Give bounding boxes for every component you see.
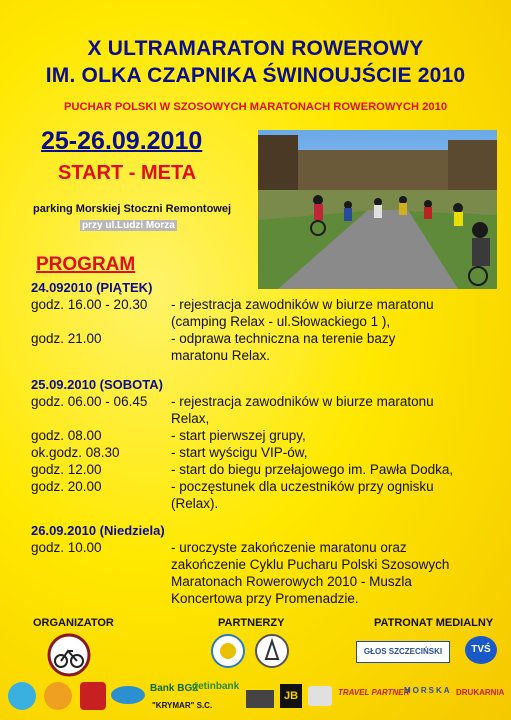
title-line-2: IM. OLKA CZAPNIKA ŚWINOUJŚCIE 2010 [45,64,466,87]
start-meta: START - META [58,162,197,184]
schedule-row: Relax, [171,411,210,426]
event-date: 25-26.09.2010 [41,127,203,155]
schedule-row: godz. 16.00 - 20.30 - rejestracja zawodników w biurze maratonu [31,297,434,312]
location-line-2: przy ul.Ludzi Morza [82,220,175,231]
getinbank-logo: getinbank [192,681,240,692]
schedule-row: godz. 06.00 - 06.45 - rejestracja zawodników w biurze maratonu [31,394,434,409]
sponsor-logo [246,690,274,708]
partner-logo [254,633,290,674]
glos-szczecinski-logo: GŁOS SZCZECIŃSKI [356,641,450,663]
schedule-row: godz. 21.00 - odprawa techniczna na terenie bazy [31,331,396,346]
travel-partner-logo: TRAVEL PARTNER [338,688,410,697]
day-heading: 25.09.2010 (SOBOTA) [31,377,163,392]
location-line-1: parking Morskiej Stoczni Remontowej [33,203,232,215]
organizer-logo [47,633,91,682]
krymar-logo: "KRYMAR" S.C. [152,701,213,710]
organizer-label: ORGANIZATOR [33,617,114,629]
schedule-row: zakończenie Cyklu Pucharu Polski Szosowych [171,557,450,572]
partners-label: PARTNERZY [218,617,285,629]
program-heading: PROGRAM [36,254,136,275]
subtitle: PUCHAR POLSKI W SZOSOWYCH MARATONACH ROWEROWYCH 2010 [63,101,448,113]
wave-logo [111,686,145,704]
partner-logo [210,633,246,674]
schedule-row: (camping Relax - ul.Słowackiego 1 ), [171,314,391,329]
schedule-row: godz. 10.00 - uroczyste zakończenie maratonu oraz [31,540,407,555]
sun-logo [44,682,72,710]
jb-logo: JB [280,684,302,708]
schedule-row: godz. 08.00 - start pierwszej grupy, [31,428,306,443]
griffin-logo [80,682,106,710]
schedule-row: (Relax). [171,496,219,511]
title-line-1: X ULTRAMARATON ROWEROWY [87,37,424,60]
schedule-row: maratonu Relax. [171,348,271,363]
schedule-row: godz. 20.00 - poczęstunek dla uczestników przy ognisku [31,479,434,494]
sponsor-logo [308,686,332,706]
city-logo [8,682,36,710]
day-heading: 24.092010 (PIĄTEK) [31,280,153,295]
schedule-row: godz. 12.00 - start do biegu przełajowego im. Pawła Dodka, [31,462,454,477]
schedule-row: ok.godz. 08.30 - start wyścigu VIP-ów, [31,445,308,460]
schedule-row: Maratonach Rowerowych 2010 - Muszla [171,574,412,589]
media-patronage-label: PATRONAT MEDIALNY [374,617,494,629]
tvs-logo: TVŚ [465,636,497,664]
day-heading: 26.09.2010 (Niedziela) [31,523,165,538]
drukarnia-logo: DRUKARNIA [456,688,505,697]
morska-logo: MORSKA [404,686,452,695]
bank-bgz-logo: Bank BGŹ [150,683,199,694]
schedule-row: Koncertowa przy Promenadzie. [171,591,359,606]
cyclists-photo [258,130,497,289]
